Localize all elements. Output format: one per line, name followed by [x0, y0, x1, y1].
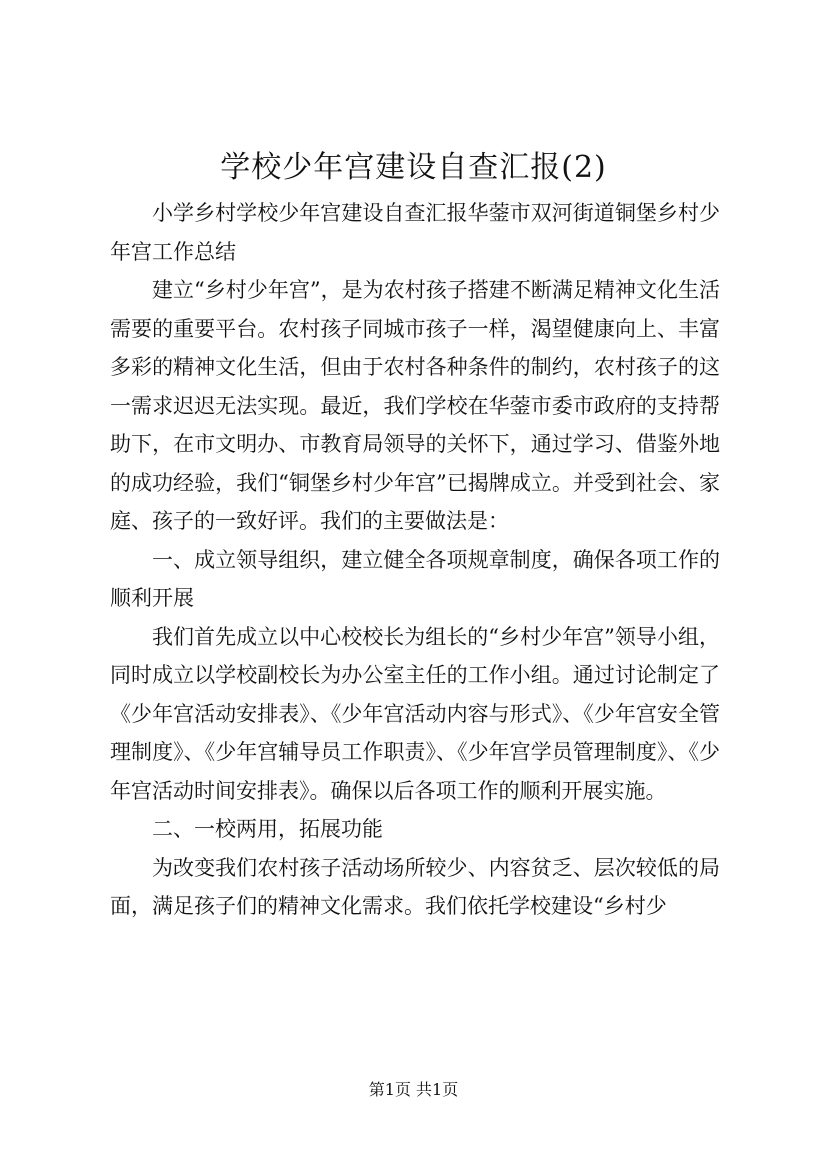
- paragraph-section-1: 我们首先成立以中心校校长为组长的“乡村少年宫”领导小组，同时成立以学校副校长为办公室主任的工作小组。通过讨论制定了《少年宫活动安排表》、《少年宫活动内容与形式》、《少年宫安全管理制度》、《少年宫辅导员工作职责》、《少年宫学员管理制度》、《少年宫活动时间安排表》。确保以后各项工作的顺利开展实施。: [110, 624, 720, 803]
- section-heading-1: 一、成立领导组织，建立健全各项规章制度，确保各项工作的顺利开展: [110, 547, 720, 610]
- paragraph-subtitle: 小学乡村学校少年宫建设自查汇报华蓥市双河街道铜堡乡村少年宫工作总结: [110, 201, 720, 264]
- document-title: 学校少年宫建设自查汇报(2): [220, 150, 607, 185]
- paragraph-section-2: 为改变我们农村孩子活动场所较少、内容贫乏、层次较低的局面，满足孩子们的精神文化需求。我们依托学校建设“乡村少: [110, 855, 720, 918]
- page-footer: 第1页 共1页: [368, 1080, 459, 1099]
- paragraph-intro: 建立“乡村少年宫”，是为农村孩子搭建不断满足精神文化生活需要的重要平台。农村孩子同城市孩子一样，渴望健康向上、丰富多彩的精神文化生活，但由于农村各种条件的制约，农村孩子的这一需求迟迟无法实现。最近，我们学校在华蓥市委市政府的支持帮助下，在市文明办、市教育局领导的关怀下，通过学习、借鉴外地的成功经验，我们“铜堡乡村少年宫”已揭牌成立。并受到社会、家庭、孩子的一致好评。我们的主要做法是：: [110, 278, 720, 533]
- document-body: [110, 194, 720, 926]
- section-heading-2: 二、一校两用，拓展功能: [152, 817, 383, 841]
